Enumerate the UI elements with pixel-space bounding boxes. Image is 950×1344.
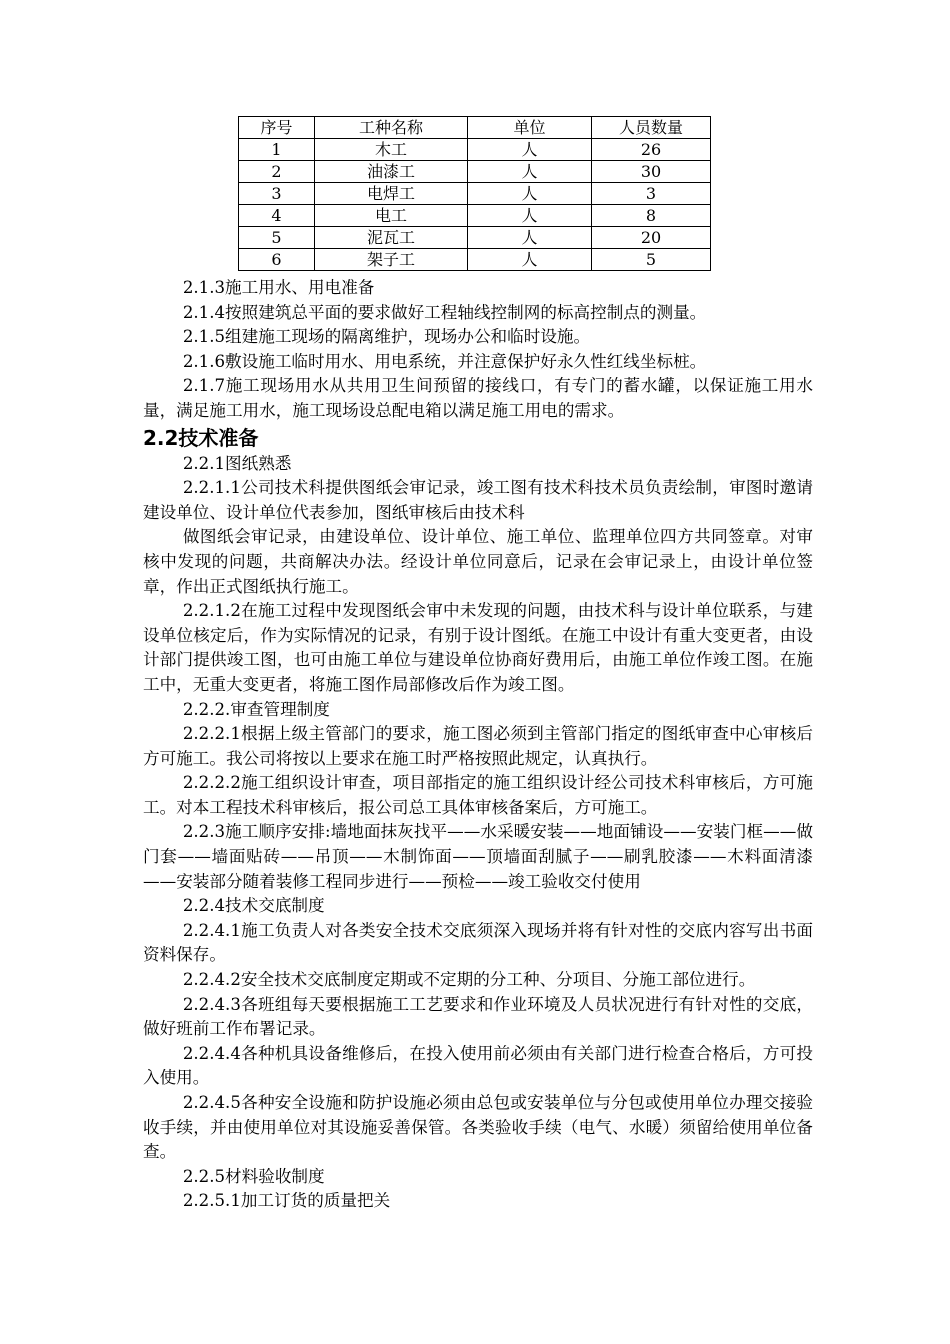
table-row bbox=[239, 227, 711, 249]
cell-seq: 2 bbox=[239, 161, 315, 183]
paragraph-2-1-6: 2.1.6敷设施工临时用水、用电系统，并注意保护好永久性红线坐标桩。 bbox=[182, 351, 707, 371]
header-trade: 工种名称 bbox=[315, 117, 468, 139]
cell-unit: 人 bbox=[468, 227, 592, 249]
paragraph-2-2-4-5: 2.2.4.5各种安全设施和防护设施必须由总包或安装单位与分包或使用单位办理交接验收手续，并由使用单位对其设施妥善保管。各类验收手续（电气、水暖）须留给使用单位备查。 bbox=[143, 1093, 813, 1162]
cell-seq: 3 bbox=[239, 183, 315, 205]
cell-unit: 人 bbox=[468, 205, 592, 227]
paragraph-2-2-4: 2.2.4技术交底制度 bbox=[182, 896, 325, 916]
cell-unit: 人 bbox=[468, 161, 592, 183]
section-heading-2-2: 2.2技术准备 bbox=[143, 425, 259, 450]
paragraph-2-2-1: 2.2.1图纸熟悉 bbox=[182, 453, 292, 473]
cell-trade: 架子工 bbox=[315, 249, 468, 271]
cell-count: 26 bbox=[592, 139, 711, 161]
paragraph-2-2-4-4: 2.2.4.4各种机具设备维修后，在投入使用前必须由有关部门进行检查合格后，方可投入使用。 bbox=[143, 1043, 813, 1088]
cell-count: 20 bbox=[592, 227, 711, 249]
paragraph-2-1-7: 2.1.7施工现场用水从共用卫生间预留的接线口，有专门的蓄水罐，以保证施工用水量，满足施工用水，施工现场设总配电箱以满足施工用电的需求。 bbox=[143, 376, 813, 420]
header-unit: 单位 bbox=[468, 117, 592, 139]
cell-trade: 泥瓦工 bbox=[315, 227, 468, 249]
paragraph-2-2-2: 2.2.2.审查管理制度 bbox=[182, 699, 330, 719]
cell-unit: 人 bbox=[468, 139, 592, 161]
paragraph-2-2-1-1: 2.2.1.1公司技术科提供图纸会审记录，竣工图有技术科技术员负责绘制，审图时邀请建设单位、设计单位代表参加，图纸审核后由技术科 bbox=[143, 478, 813, 522]
table-row bbox=[239, 139, 711, 161]
cell-count: 30 bbox=[592, 161, 711, 183]
paragraph-2-2-5: 2.2.5材料验收制度 bbox=[182, 1166, 325, 1186]
paragraph-2-2-5-1: 2.2.5.1加工订货的质量把关 bbox=[182, 1191, 391, 1211]
paragraph-2-1-5: 2.1.5组建施工现场的隔离维护，现场办公和临时设施。 bbox=[182, 327, 591, 347]
header-count: 人员数量 bbox=[592, 117, 711, 139]
paragraph-2-2-2-1: 2.2.2.1根据上级主管部门的要求，施工图必须到主管部门指定的图纸审查中心审核后方可施工。我公司将按以上要求在施工时严格按照此规定，认真执行。 bbox=[143, 724, 813, 768]
body-text bbox=[143, 276, 813, 1214]
paragraph-2-1-4: 2.1.4按照建筑总平面的要求做好工程轴线控制网的标高控制点的测量。 bbox=[182, 302, 707, 322]
cell-trade: 油漆工 bbox=[315, 161, 468, 183]
paragraph-2-2-4-1: 2.2.4.1施工负责人对各类安全技术交底须深入现场并将有针对性的交底内容写出书面资料保存。 bbox=[143, 920, 813, 965]
paragraph-2-2-1-2: 2.2.1.2在施工过程中发现图纸会审中未发现的问题，由技术科与设计单位联系，与建设单位核定后，作为实际情况的记录，有别于设计图纸。在施工中设计有重大变更者，由设计部门提供竣工图，也可由施工单位与建设单位协商好费用后，由施工单位作竣工图。在施工中，无重大变更者，将施工图作局部修改后作为竣工图。 bbox=[143, 601, 813, 694]
paragraph-2-2-3: 2.2.3施工顺序安排:墙地面抹灰找平——水采暖安装——地面铺设——安装门框——做门套——墙面贴砖——吊顶——木制饰面——顶墙面刮腻子——刷乳胶漆——木料面清漆——安装部分随着装修工程同步进行——预检——竣工验收交付使用 bbox=[143, 822, 813, 891]
table-row bbox=[239, 249, 711, 271]
cell-trade: 电工 bbox=[315, 205, 468, 227]
worker-table bbox=[238, 116, 711, 271]
cell-count: 8 bbox=[592, 205, 711, 227]
cell-seq: 1 bbox=[239, 139, 315, 161]
table-row bbox=[239, 205, 711, 227]
cell-unit: 人 bbox=[468, 183, 592, 205]
paragraph-2-2-2-2: 2.2.2.2施工组织设计审查，项目部指定的施工组织设计经公司技术科审核后，方可施工。对本工程技术科审核后，报公司总工具体审核备案后，方可施工。 bbox=[143, 773, 813, 817]
paragraph-2-2-4-2: 2.2.4.2安全技术交底制度定期或不定期的分工种、分项目、分施工部位进行。 bbox=[182, 970, 756, 990]
cell-count: 3 bbox=[592, 183, 711, 205]
cell-trade: 电焊工 bbox=[315, 183, 468, 205]
cell-seq: 4 bbox=[239, 205, 315, 227]
table-row bbox=[239, 161, 711, 183]
paragraph-2-1-3: 2.1.3施工用水、用电准备 bbox=[182, 278, 375, 297]
table-row bbox=[239, 183, 711, 205]
paragraph-2-2-1-1-cont: 做图纸会审记录，由建设单位、设计单位、施工单位、监理单位四方共同签章。对审核中发现的问题，共商解决办法。经设计单位同意后，记录在会审记录上，由设计单位签章，作出正式图纸执行施工。 bbox=[143, 527, 813, 596]
cell-seq: 5 bbox=[239, 227, 315, 249]
table-header-row bbox=[239, 117, 711, 139]
cell-trade: 木工 bbox=[315, 139, 468, 161]
paragraph-2-2-4-3: 2.2.4.3各班组每天要根据施工工艺要求和作业环境及人员状况进行有针对性的交底，做好班前工作布署记录。 bbox=[143, 994, 813, 1039]
cell-count: 5 bbox=[592, 249, 711, 271]
cell-seq: 6 bbox=[239, 249, 315, 271]
header-seq: 序号 bbox=[239, 117, 315, 139]
cell-unit: 人 bbox=[468, 249, 592, 271]
